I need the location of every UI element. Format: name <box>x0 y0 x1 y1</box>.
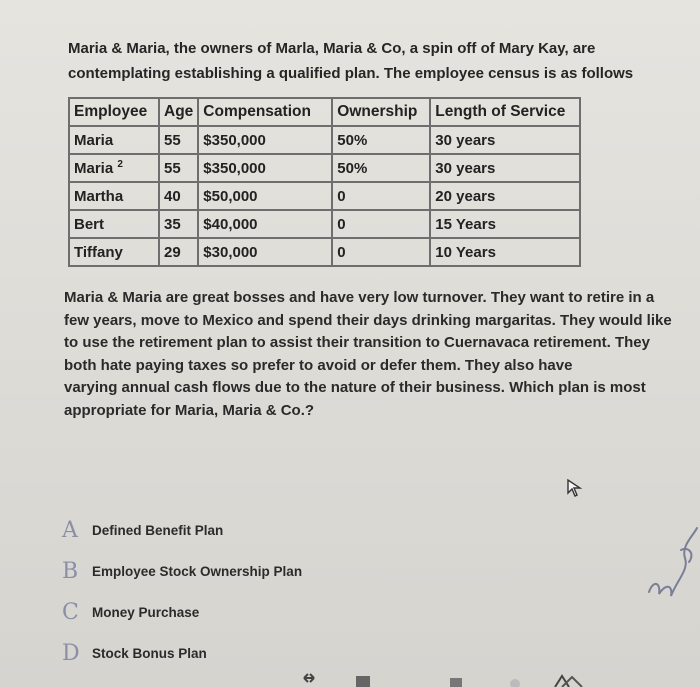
answer-option-d[interactable] <box>62 633 302 674</box>
question-line: varying annual cash flows due to the nature of their business. Which plan is most <box>64 379 646 396</box>
cell-length-of-service: 30 years <box>430 126 580 154</box>
intro-line: Maria & Maria, the owners of Marla, Maria & Co, a spin off of Mary Kay, are <box>68 40 596 57</box>
cell-length-of-service: 20 years <box>430 182 580 210</box>
table-row <box>69 210 580 238</box>
header-length-of-service: Length of Service <box>430 98 580 126</box>
table-row <box>69 154 580 182</box>
header-employee: Employee <box>69 98 159 126</box>
option-label: Stock Bonus Plan <box>92 646 207 661</box>
answer-option-c[interactable] <box>62 592 302 633</box>
question-line: few years, move to Mexico and spend their days drinking margaritas. They would like <box>64 311 672 329</box>
option-label: Employee Stock Ownership Plan <box>92 564 303 579</box>
cropped-toolbar-icons <box>300 668 700 687</box>
cell-length-of-service: 30 years <box>430 154 580 182</box>
question-line: Maria & Maria are great bosses and have very low turnover. They want to retire in a <box>64 289 655 306</box>
option-label: Defined Benefit Plan <box>92 523 224 538</box>
cell-age: 55 <box>159 126 198 154</box>
question-paragraph <box>64 287 684 422</box>
census-header-row <box>69 98 580 126</box>
cell-length-of-service: 15 Years <box>430 210 580 238</box>
cell-employee <box>69 154 159 182</box>
cell-ownership: 0 <box>332 238 430 266</box>
cell-compensation: $350,000 <box>198 126 332 154</box>
option-label: Money Purchase <box>92 605 200 620</box>
header-compensation: Compensation <box>198 98 332 126</box>
cell-compensation: $50,000 <box>198 182 332 210</box>
superscript-marker: 2 <box>117 159 123 170</box>
cell-age: 35 <box>159 210 198 238</box>
cell-compensation: $350,000 <box>198 154 332 182</box>
cell-employee: Tiffany <box>69 238 159 266</box>
table-row <box>69 238 580 266</box>
table-row <box>69 126 580 154</box>
cell-employee: Martha <box>69 182 159 210</box>
answer-options <box>62 510 302 674</box>
intro-paragraph <box>68 36 678 86</box>
cell-employee: Maria <box>69 126 159 154</box>
handwritten-letter-c: C <box>62 600 79 625</box>
mouse-pointer-icon <box>566 478 584 498</box>
cell-employee: Bert <box>69 210 159 238</box>
pen-scribble-icon <box>645 510 700 605</box>
census-table <box>68 97 581 267</box>
question-line: to use the retirement plan to assist their transition to Cuernavaca retirement. They <box>64 334 650 351</box>
answer-option-b[interactable] <box>62 551 302 592</box>
cell-age: 55 <box>159 154 198 182</box>
handwritten-letter-b: B <box>62 559 79 584</box>
cell-ownership: 50% <box>332 126 430 154</box>
question-line: appropriate for Maria, Maria & Co.? <box>64 401 315 419</box>
cell-ownership: 0 <box>332 182 430 210</box>
employee-name: Maria <box>74 160 114 177</box>
header-age: Age <box>159 98 198 126</box>
cell-compensation: $30,000 <box>198 238 332 266</box>
cell-age: 29 <box>159 238 198 266</box>
cell-ownership: 50% <box>332 154 430 182</box>
cell-age: 40 <box>159 182 198 210</box>
cell-length-of-service: 10 Years <box>430 238 580 266</box>
header-ownership: Ownership <box>332 98 430 126</box>
table-row <box>69 182 580 210</box>
cell-ownership: 0 <box>332 210 430 238</box>
census-table-wrapper <box>68 97 581 267</box>
answer-option-a[interactable] <box>62 510 302 551</box>
intro-line: contemplating establishing a qualified plan. The employee census is as follows <box>68 65 634 82</box>
cell-compensation: $40,000 <box>198 210 332 238</box>
handwritten-letter-d: D <box>62 641 80 666</box>
question-line: both hate paying taxes so prefer to avoid or defer them. They also have <box>64 356 573 374</box>
handwritten-letter-a: A <box>62 518 78 543</box>
